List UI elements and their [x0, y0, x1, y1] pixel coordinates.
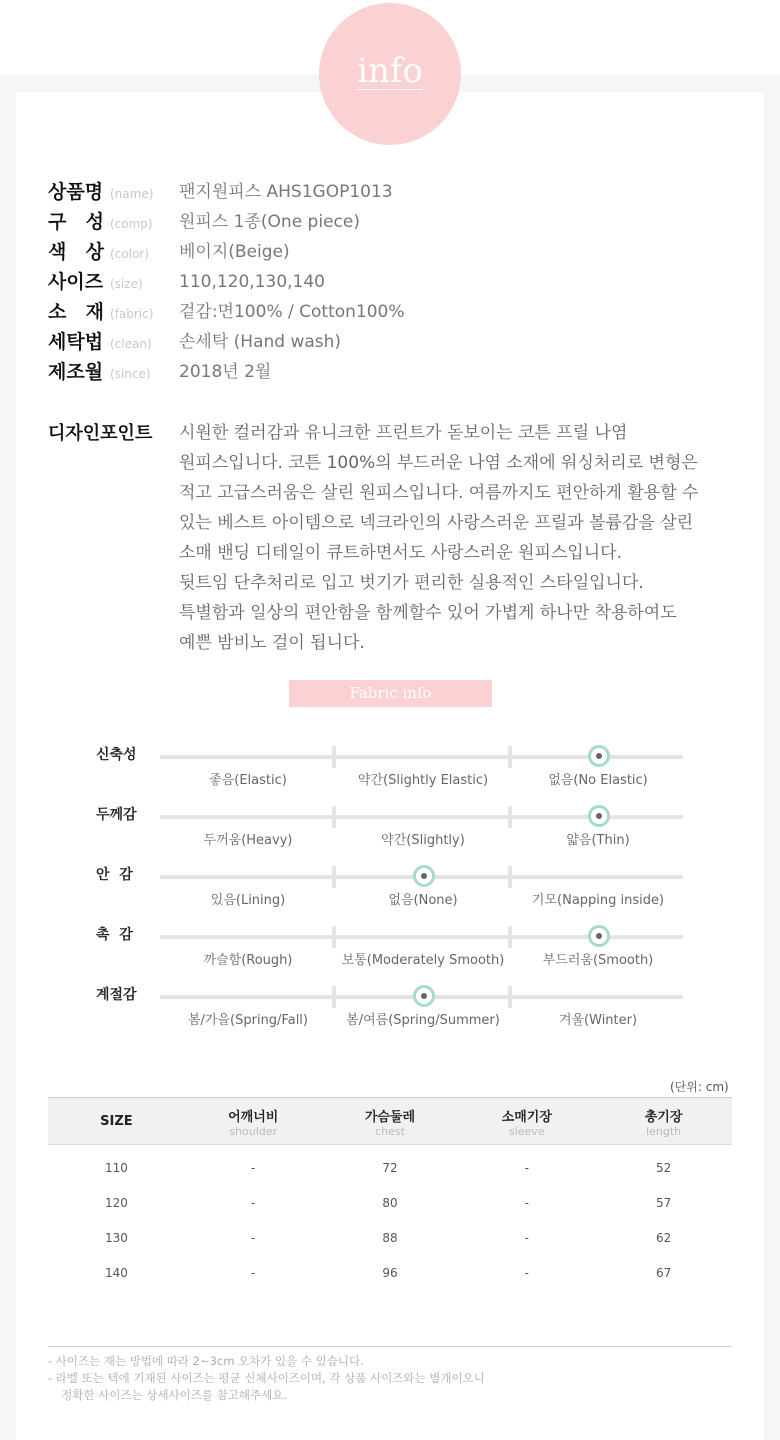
chest-header-sub: chest: [375, 1124, 405, 1138]
spec-row: [48, 207, 360, 237]
table-cell: 80: [382, 1195, 398, 1210]
spec-row: [48, 237, 290, 267]
spec-row: [48, 177, 393, 207]
design-point-line: 소매 밴딩 디테일이 큐트하면서도 사랑스러운 원피스입니다.: [179, 543, 622, 563]
design-point-line: 원피스입니다. 코튼 100%의 부드러운 나염 소재에 워싱처리로 변형은: [179, 453, 698, 473]
table-cell: 67: [655, 1265, 672, 1280]
fabric-selected-marker: [588, 925, 610, 947]
spec-label-en: (clean): [110, 337, 152, 351]
table-cell: 52: [655, 1160, 672, 1175]
table-row: [48, 1220, 732, 1255]
fabric-row-label: 두께감: [96, 807, 137, 823]
fabric-option: 까슬함(Rough): [203, 953, 293, 968]
spec-value: 원피스 1종(One piece): [179, 212, 360, 232]
design-point-text: [179, 418, 749, 658]
fabric-scale-tick: [332, 926, 336, 948]
fabric-option: 약간(Slightly): [381, 833, 465, 848]
fabric-scale-tick: [332, 806, 336, 828]
spec-label: 소 재: [48, 301, 104, 323]
table-cell: -: [524, 1265, 529, 1280]
fabric-scale-tick: [332, 986, 336, 1008]
size-table-header-row: [48, 1098, 732, 1145]
spec-row: [48, 327, 342, 357]
sleeve-header-sub: sleeve: [508, 1124, 545, 1138]
spec-label-en: (size): [110, 277, 143, 291]
table-cell: 140: [104, 1265, 128, 1280]
table-cell: 88: [382, 1230, 398, 1245]
spec-label: 색 상: [48, 241, 104, 263]
fabric-selected-marker: [588, 745, 610, 767]
length-header-sub: length: [646, 1124, 682, 1138]
design-point-line: 뒷트임 단추처리로 입고 벗기가 편리한 실용적인 스타일입니다.: [179, 573, 644, 593]
shoulder-header-sub: shoulder: [229, 1124, 278, 1138]
fabric-option: 기모(Napping inside): [531, 893, 665, 908]
length-header: [595, 1098, 732, 1145]
spec-label: 구 성: [48, 211, 104, 233]
info-badge: [319, 3, 461, 145]
design-point-line: 특별함과 일상의 편안함을 함께할수 있어 가볍게 하나만 착용하여도: [179, 603, 677, 623]
spec-row: [48, 297, 405, 327]
spec-label: 세탁법: [48, 331, 104, 353]
fabric-option: 부드러움(Smooth): [542, 953, 654, 968]
spec-row: [48, 357, 272, 387]
chest-header-label: 가슴둘레: [364, 1109, 416, 1125]
table-cell: -: [251, 1230, 256, 1245]
spec-row: [48, 267, 326, 297]
spec-value: 팬지원피스 AHS1GOP1013: [179, 182, 393, 202]
fabric-row: [0, 807, 780, 855]
fabric-option: 봄/가을(Spring/Fall): [187, 1013, 308, 1028]
table-cell: -: [251, 1160, 256, 1175]
shoulder-header: [185, 1098, 322, 1145]
table-cell: 72: [382, 1160, 398, 1175]
fabric-row: [0, 987, 780, 1035]
fabric-selected-marker: [588, 805, 610, 827]
table-row: [48, 1255, 732, 1290]
table-cell: -: [251, 1195, 256, 1210]
size-note: - 라벨 또는 텍에 기재된 사이즈는 평균 신체사이즈이며, 각 상품 사이즈와는 별개이오니: [48, 1371, 485, 1385]
design-point-label: 디자인포인트: [48, 423, 153, 444]
size-unit: (단위: cm): [670, 1080, 729, 1094]
fabric-option: 얇음(Thin): [566, 833, 630, 848]
fabric-selected-marker: [413, 985, 435, 1007]
table-cell: -: [251, 1265, 256, 1280]
design-point-line: 있는 베스트 아이템으로 넥크라인의 사랑스러운 프릴과 볼륨감을 살린: [179, 513, 694, 533]
shoulder-header-label: 어깨너비: [228, 1109, 279, 1125]
size-note: - 사이즈는 재는 방법에 따라 2~3cm 오차가 있을 수 있습니다.: [48, 1354, 364, 1368]
fabric-row: [0, 747, 780, 795]
fabric-option: 보통(Moderately Smooth): [341, 953, 505, 968]
table-cell: -: [524, 1160, 529, 1175]
chest-header: [322, 1098, 459, 1145]
fabric-option: 겨울(Winter): [558, 1013, 638, 1028]
fabric-scale-tick: [508, 806, 512, 828]
fabric-row-label: 안 감: [96, 867, 133, 883]
spec-label: 상품명: [48, 181, 104, 203]
fabric-scale-tick: [508, 866, 512, 888]
size-table-body: [48, 1145, 732, 1291]
size-notes: [48, 1346, 732, 1404]
spec-label-en: (name): [110, 187, 154, 201]
table-cell: 130: [104, 1230, 128, 1245]
spec-label-en: (fabric): [110, 307, 154, 321]
table-cell: 96: [382, 1265, 398, 1280]
length-header-label: 총기장: [644, 1109, 683, 1125]
spec-label-en: (since): [110, 367, 151, 381]
design-point-line: 시원한 컬러감과 유니크한 프린트가 돋보이는 코튼 프릴 나염: [179, 423, 628, 443]
fabric-option: 약간(Slightly Elastic): [357, 773, 489, 788]
size-header: [48, 1098, 185, 1145]
size-header-label: SIZE: [100, 1113, 133, 1129]
table-cell: 120: [104, 1195, 128, 1210]
table-cell: -: [524, 1195, 529, 1210]
sleeve-header: [458, 1098, 595, 1145]
fabric-option: 좋음(Elastic): [209, 773, 287, 788]
sleeve-header-label: 소매기장: [501, 1109, 552, 1125]
fabric-scale-tick: [508, 746, 512, 768]
spec-value: 베이지(Beige): [179, 242, 290, 262]
spec-value: 2018년 2월: [179, 362, 272, 382]
size-table: [48, 1097, 732, 1290]
spec-label: 제조월: [48, 361, 104, 383]
table-cell: 57: [655, 1195, 672, 1210]
spec-label-en: (comp): [110, 217, 153, 231]
spec-value: 겉감:면100% / Cotton100%: [179, 302, 405, 322]
fabric-row: [0, 867, 780, 915]
table-cell: 62: [655, 1230, 672, 1245]
table-cell: -: [524, 1230, 529, 1245]
fabric-row-label: 촉 감: [96, 927, 133, 943]
fabric-option: 없음(None): [388, 893, 458, 908]
fabric-option: 있음(Lining): [210, 893, 286, 908]
size-note: 정확한 사이즈는 상세사이즈를 참고해주세요.: [54, 1388, 288, 1402]
fabric-option: 없음(No Elastic): [548, 773, 648, 788]
spec-value: 110,120,130,140: [179, 272, 326, 292]
spec-label-en: (color): [110, 247, 149, 261]
fabric-scale-tick: [332, 746, 336, 768]
design-point-line: 적고 고급스러움은 살린 원피스입니다. 여름까지도 편안하게 활용할 수: [179, 483, 699, 503]
fabric-row: [0, 927, 780, 975]
fabric-scale-tick: [332, 866, 336, 888]
fabric-scale-tick: [508, 986, 512, 1008]
fabric-row-label: 신축성: [96, 747, 137, 763]
fabric-scale-tick: [508, 926, 512, 948]
fabric-option: 두꺼움(Heavy): [203, 833, 293, 848]
spec-label: 사이즈: [48, 271, 104, 293]
table-row: [48, 1145, 732, 1186]
table-cell: 110: [104, 1160, 128, 1175]
fabric-selected-marker: [413, 865, 435, 887]
fabric-option: 봄/여름(Spring/Summer): [346, 1013, 500, 1028]
table-row: [48, 1185, 732, 1220]
fabric-row-label: 계절감: [96, 987, 137, 1003]
info-badge-text: info: [357, 51, 423, 91]
design-point-line: 예쁜 밤비노 걸이 됩니다.: [179, 633, 365, 653]
fabric-info-title: Fabric info: [289, 680, 492, 707]
spec-value: 손세탁 (Hand wash): [179, 332, 342, 352]
